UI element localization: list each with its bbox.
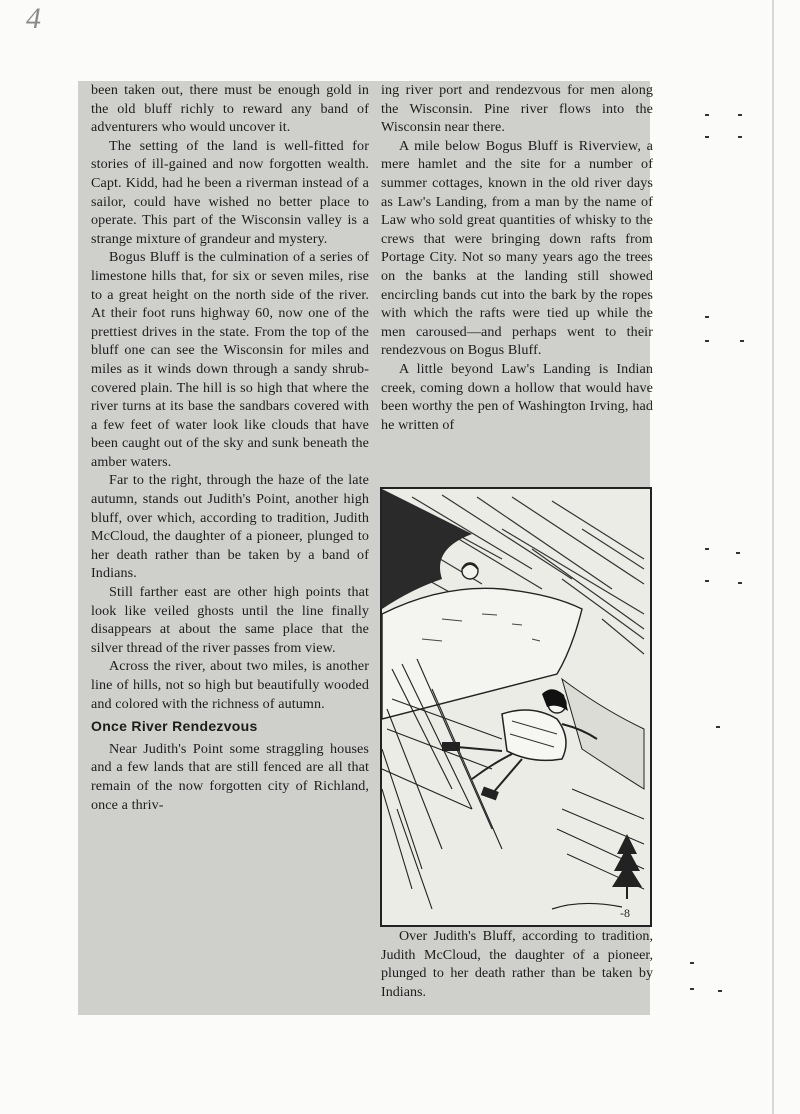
margin-mark <box>718 990 722 992</box>
caption-text: Over Judith's Bluff, according to tradition, Judith McCloud, the daughter of a pioneer, plunged to her death rather than be taken by Indians. <box>381 928 653 1000</box>
paragraph: Bogus Bluff is the culmination of a series of limestone hills that, for six or seven miles, rise to a great height on the north side of the river. At their foot runs highway 60, now one of the prettiest drives in the state. From the top of the bluff one can see the Wisconsin for miles and miles as it winds down through a sandy shrub-covered plain. The hill is so high that where the river turns at its base the sandbars covered with a few feet of water look like clouds that have been caught out of the sky and sunk beneath the amber waters. <box>91 249 369 470</box>
margin-mark <box>705 136 709 138</box>
paragraph: The setting of the land is well-fitted for stories of ill-gained and now forgotten wealth. Capt. Kidd, had he been a riverman instead of a sailor, could have wished no better place to operate. This part of the Wisconsin valley is a strange mixture of grandeur and mystery. <box>91 137 369 247</box>
newspaper-clipping <box>78 81 653 1015</box>
paragraph: Still farther east are other high points that look like veiled ghosts until the line finally disappears at about the same place that the silver thread of the river passes from view. <box>91 584 369 656</box>
illustration-caption <box>381 927 653 1001</box>
margin-mark <box>690 988 694 990</box>
margin-mark <box>705 340 709 342</box>
page-edge-line <box>772 0 774 1114</box>
margin-mark <box>738 114 742 116</box>
paragraph: been taken out, there must be enough gold in the old bluff richly to reward any band of adventurers who would uncover it. <box>91 82 369 136</box>
margin-mark <box>705 316 709 318</box>
margin-mark <box>738 136 742 138</box>
margin-mark <box>738 582 742 584</box>
paragraph: A mile below Bogus Bluff is Riverview, a mere hamlet and the site for a number of summer cottages, known in the old river days as Law's Landing, from a man by the name of Law who sold great quantities of whisky to the crews that were bringing down rafts from Portage City. Not so many years ago the trees on the banks at the landing still showed encircling bands cut into the bark by the ropes with which the rafts were tied up while the men caroused—and perhaps went to their rendezvous on Bogus Bluff. <box>381 137 653 359</box>
margin-mark <box>736 552 740 554</box>
paragraph: A little beyond Law's Landing is Indian creek, coming down a hollow that would have been worthy the pen of Washington Irving, had he written of <box>381 360 653 433</box>
margin-mark <box>716 726 720 728</box>
margin-mark <box>705 580 709 582</box>
margin-mark <box>705 548 709 550</box>
sketch-drawing <box>382 489 650 925</box>
page-number: 4 <box>26 2 41 35</box>
paragraph: Far to the right, through the haze of the late autumn, stands out Judith's Point, another high bluff, over which, according to tradition, Judith McCloud, the daughter of a pioneer, plunged to her death rather than be taken by a band of Indians. <box>91 472 369 582</box>
artist-signature: -8 <box>620 906 630 920</box>
margin-mark <box>690 962 694 964</box>
paragraph: ing river port and rendezvous for men along the Wisconsin. Pine river flows into the Wisconsin near there. <box>381 82 653 136</box>
paragraph: Near Judith's Point some straggling houses and a few lands that are still fenced are all that remain of the now forgotten city of Richland, once a thriv- <box>91 740 369 813</box>
margin-mark <box>705 114 709 116</box>
left-column <box>91 81 369 1015</box>
subheading: Once River Rendezvous <box>91 718 258 735</box>
bluff-illustration <box>380 487 652 927</box>
margin-mark <box>740 340 744 342</box>
paragraph: Across the river, about two miles, is another line of hills, not so high but beautifully wooded and colored with the richness of autumn. <box>91 658 369 712</box>
